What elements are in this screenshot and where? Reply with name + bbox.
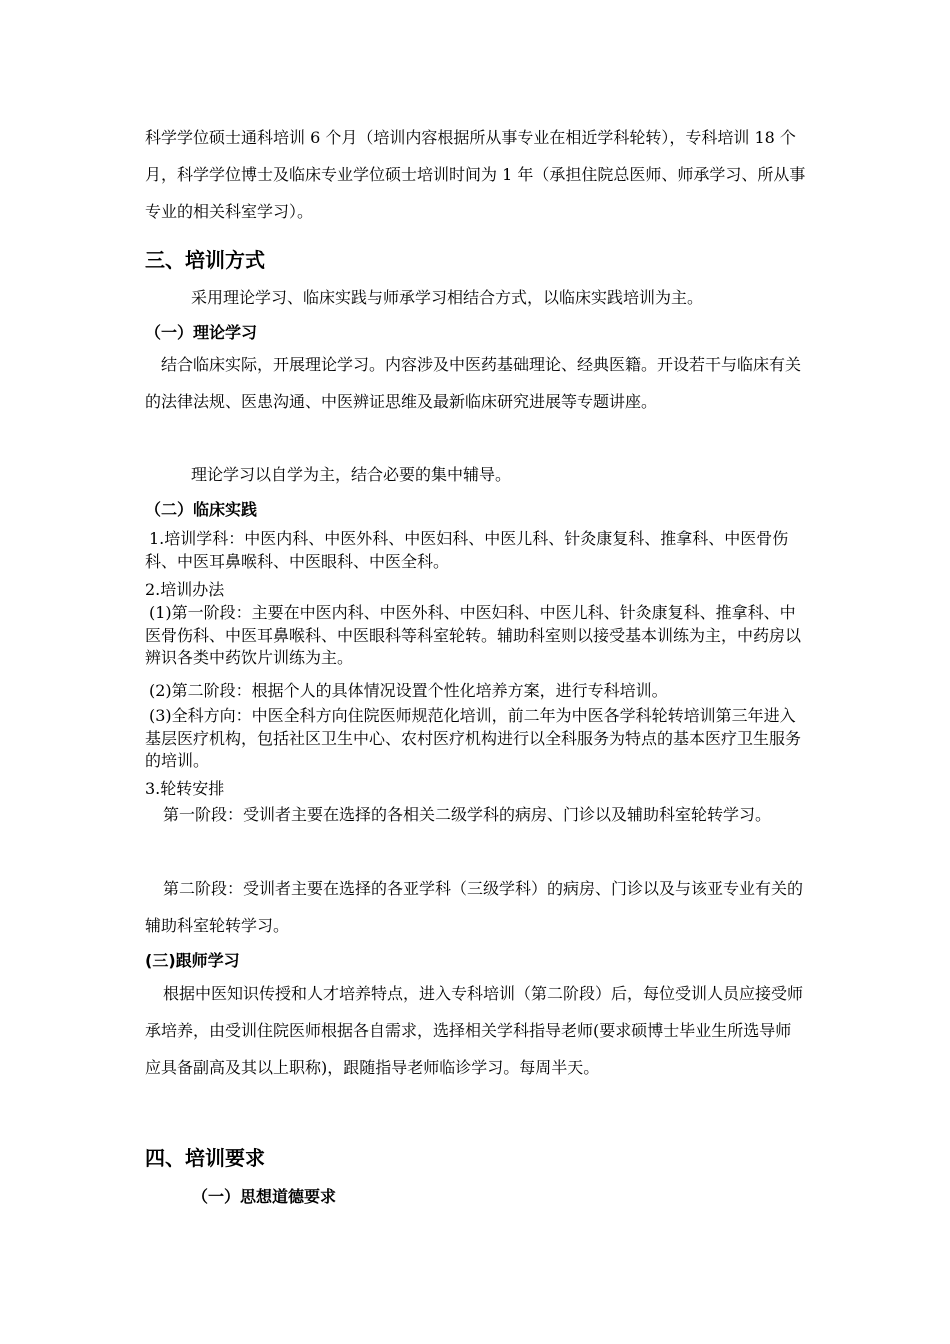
theory-paragraph-1: 结合临床实际，开展理论学习。内容涉及中医药基础理论、经典医籍。开设若干与临床有关的法律法规、医患沟通、中医辨证思维及最新临床研究进展等专题讲座。	[145, 355, 802, 411]
clinical-item-2-1: (1)第一阶段：主要在中医内科、中医外科、中医妇科、中医儿科、针灸康复科、推拿科、中医骨伤科、中医耳鼻喉科、中医眼科等科室轮转。辅助科室则以接受基本训练为主，中药房以辨识各类中药饮片训练为主。	[145, 603, 802, 667]
clinical-item-3-title: 3.轮转安排	[145, 779, 225, 798]
clinical-item-2-title: 2.培训办法	[145, 580, 225, 599]
clinical-item-2-2: (2)第二阶段：根据个人的具体情况设置个性化培养方案，进行专科培训。	[149, 681, 668, 700]
theory-paragraph-2: 理论学习以自学为主，结合必要的集中辅导。	[191, 465, 512, 484]
rotation-paragraph-1: 第一阶段：受训者主要在选择的各相关二级学科的病房、门诊以及辅助科室轮转学习。	[163, 805, 772, 824]
section-3-lead: 采用理论学习、临床实践与师承学习相结合方式，以临床实践培训为主。	[191, 288, 704, 307]
mentor-paragraph: 根据中医知识传授和人才培养特点，进入专科培训（第二阶段）后，每位受训人员应接受师承培养，由受训住院医师根据各自需求，选择相关学科指导老师(要求硕博士毕业生所选导师应具备副高及其以上职称)，跟随指导老师临诊学习。每周半天。	[145, 984, 804, 1077]
intro-paragraph: 科学学位硕士通科培训 6 个月（培训内容根据所从事专业在相近学科轮转），专科培训 18 个月，科学学位博士及临床专业学位硕士培训时间为 1 年（承担住院总医师、师承学习、所从事专业的相关科室学习）。	[145, 128, 806, 221]
rotation-paragraph-2: 第二阶段：受训者主要在选择的各亚学科（三级学科）的病房、门诊以及与该亚专业有关的辅助科室轮转学习。	[145, 879, 804, 935]
subsection-clinical-heading: （二）临床实践	[145, 500, 258, 519]
section-3-heading: 三、培训方式	[145, 248, 265, 272]
subsection-ethics-heading: （一）思想道德要求	[192, 1187, 337, 1206]
subsection-mentor-heading: (三)跟师学习	[145, 951, 240, 970]
subsection-theory-heading: （一）理论学习	[145, 323, 258, 342]
clinical-item-1: 1.培训学科：中医内科、中医外科、中医妇科、中医儿科、针灸康复科、推拿科、中医骨伤科、中医耳鼻喉科、中医眼科、中医全科。	[145, 529, 789, 571]
section-4-heading: 四、培训要求	[145, 1146, 265, 1170]
clinical-item-2-3: (3)全科方向：中医全科方向住院医师规范化培训，前二年为中医各学科轮转培训第三年进入基层医疗机构，包括社区卫生中心、农村医疗机构进行以全科服务为特点的基本医疗卫生服务的培训。	[145, 706, 802, 770]
